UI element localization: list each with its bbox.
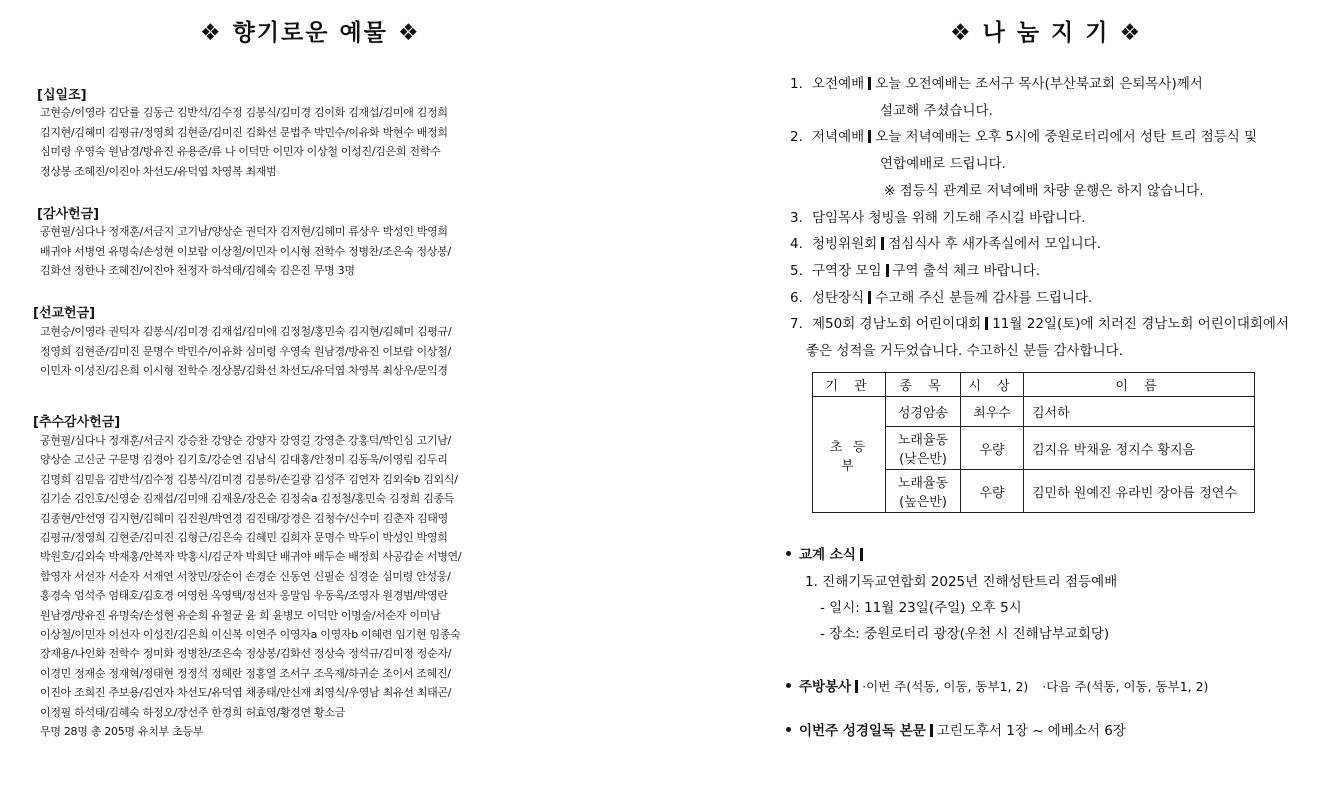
name-line: 김지현/김혜미 김평규/정영희 김현준/김미진 김화선 문법주 박민수/이유화 박현수 배정희 <box>40 125 448 139</box>
notice-label: 구역장 모임 <box>812 262 882 279</box>
award-cell: 우량 <box>961 470 1024 513</box>
event-cell: 성경암송 <box>886 397 961 427</box>
bible-reading-text: 고린도후서 1장 ~ 에베소서 6장 <box>936 723 1126 739</box>
name-line: 박원호/김외숙 박재홍/안복자 박홍시/김군자 박희단 배귀야 배두순 배정희 사공갑순 서병연/ <box>40 550 462 564</box>
name-line: 양상순 고신군 구문명 김경아 김기호/강순연 김남식 김대홍/안정미 김동욱/이영림 김두리 <box>40 453 448 467</box>
separator-bar <box>868 291 871 304</box>
bible-reading-heading: 이번주 성경일독 본문 <box>799 723 926 739</box>
notice-label: 오전예배 <box>812 76 865 92</box>
name-line: 이진아 조희진 주보용/김연자 차선도/유덕엽 채종태/안신재 최영식/우영남 최유선 최태곤/ <box>40 686 452 700</box>
thanks-offering-names <box>40 222 451 281</box>
name-line: 김종현/안선영 김지현/김혜미 김진원/박연경 김진태/강경은 김청수/신수미 김춘자 김태영 <box>40 511 448 525</box>
notice-label: 청빙위원회 <box>812 236 878 253</box>
notice-item-6: 6. 성탄장식 수고해 주신 분들께 감사를 드립니다. <box>790 289 1093 306</box>
name-line: 심미령 우영숙 원남경/방유진 유용준/류 나 이덕만 이민자 이상철 이성진/김은희 전학수 <box>40 145 441 158</box>
notice-label: 저녁예배 <box>812 129 865 146</box>
award-cell: 최우수 <box>961 397 1024 427</box>
bullet-icon <box>786 683 791 688</box>
name-line: 이정필 하석태/김혜숙 하정오/장선주 한경희 허효영/황경연 황소금 <box>40 705 346 719</box>
name-line: 공현필/심다나 정재훈/서금지 고기남/양상순 권덕자 김지현/김혜미 류상우 박성인 박영희 <box>40 225 448 238</box>
header-award: 시 상 <box>961 373 1024 397</box>
harvest-offering-names <box>40 431 461 742</box>
separator-bar <box>930 724 933 737</box>
names-cell: 김서하 <box>1024 397 1255 427</box>
harvest-offering-heading: [추수감사헌금] <box>33 415 121 430</box>
separator-bar <box>985 317 988 330</box>
notice-label: 성탄장식 <box>812 289 865 306</box>
kitchen-this-week: ·이번 주(석동, 이동, 동부1, 2) <box>862 679 1029 694</box>
event-cell: 노래율동 (낮은반) <box>886 427 961 470</box>
name-line: 함영자 서선자 서순자 서재연 서창민/장순이 손경순 신동연 신필순 심경순 심미령 안성웅/ <box>40 569 451 583</box>
notice-item-7: 7. 제50회 경남노회 어린이대회 11월 22일(토)에 치러진 경남노회 어린이대회에서 <box>790 316 1290 333</box>
notice-item-5: 5. 구역장 모임 구역 출석 체크 바랍니다. <box>790 262 1041 279</box>
notice-note: ※ 점등식 관계로 저녁예배 차량 운행은 하지 않습니다. <box>884 182 1204 199</box>
header-names: 이 름 <box>1024 373 1255 397</box>
notice-item-4: 4. 청빙위원회 점심식사 후 새가족실에서 모입니다. <box>790 236 1101 253</box>
bible-reading-line <box>786 719 1126 739</box>
notice-item-1: 1. 오전예배 오늘 오전예배는 조서구 목사(부산북교회 은퇴목사)께서 <box>790 76 1203 92</box>
notice-continuation: 설교해 주셨습니다. <box>880 102 993 119</box>
name-line: 원남경/방유진 유명숙/손성현 유순희 유철균 윤 희 윤병모 이덕만 이명술/서순자 이미남 <box>40 608 441 622</box>
notice-label: 제50회 경남노회 어린이대회 <box>812 316 982 333</box>
name-line: 김명희 김믿음 김반석/김수정 김봉식/김미경 김봉하/손길광 김성주 김연자 김외숙b 김외식/ <box>40 472 458 486</box>
name-line: 이민자 이성진/김은희 이시형 전학수 정상봉/김화선 차선도/유덕엽 차영복 최상우/문익경 <box>40 364 448 377</box>
announcements-title: ❖나눔지기❖ <box>950 20 1153 46</box>
notice-item-3: 3. 담임목사 청빙을 위해 기도해 주시길 바랍니다. <box>790 209 1086 226</box>
names-cell: 김민하 원예진 유라빈 장아름 정연수 <box>1024 470 1255 513</box>
header-org: 기 관 <box>813 373 886 397</box>
church-news-item: 1. 진해기독교연합회 2025년 진해성탄트리 점등예배 <box>805 574 1118 590</box>
name-line: 공현필/심다나 정재훈/서금지 강승찬 강양순 강양자 강영길 강영춘 강홍덕/박인심 고기남/ <box>40 434 451 447</box>
separator-bar <box>868 77 871 90</box>
award-cell: 우량 <box>961 427 1024 470</box>
kitchen-next-week: ·다음 주(석동, 이동, 동부1, 2) <box>1042 679 1209 694</box>
mission-offering-heading: [선교헌금] <box>33 306 96 321</box>
bullet-icon <box>786 551 791 556</box>
name-line: 김기순 김인호/신영순 김재섭/김미애 김재운/장은순 김정숙a 김정철/홍민숙 김정희 김종득 <box>40 492 455 506</box>
separator-bar <box>868 130 871 143</box>
separator-bar <box>881 237 884 250</box>
awards-header-row <box>813 373 1255 397</box>
tithe-names <box>40 103 448 181</box>
notice-continuation: 연합예배로 드립니다. <box>880 156 1006 173</box>
name-line: 이경민 정재순 정재혁/정태현 정정석 정혜란 정홍열 조서구 조옥재/하귀순 조이서 조혜진/ <box>40 666 451 680</box>
event-cell: 노래율동 (높은반) <box>886 470 961 513</box>
name-line: 정상봉 조혜진/이진아 차선도/유덕엽 차영복 최재범 <box>40 164 277 178</box>
offerings-title: ❖ 향기로운 예물 ❖ <box>200 20 421 46</box>
church-news-heading: 교계 소식 <box>799 547 856 563</box>
separator-bar <box>886 264 889 277</box>
name-line: 이상철/이민자 이선자 이성진/김은희 이신복 이연주 이영자a 이영자b 이혜련 임기현 임종숙 <box>40 628 461 642</box>
name-line: 김화선 정한나 조혜진/이진아 천정자 하석태/김혜숙 김은진 무명 3명 <box>40 264 355 277</box>
name-line: 홍경숙 엄석주 엄태호/김호경 여영헌 옥영택/정선자 옹말임 우동옥/조영자 원경범/박영란 <box>40 589 448 603</box>
notice-item-2: 2. 저녁예배 오늘 저녁예배는 오후 5시에 중원로터리에서 성탄 트리 점등식 및 <box>790 129 1258 146</box>
name-line: 장재용/나인화 전학수 정미화 정병찬/조은숙 정상봉/김화선 정상숙 정석규/김미정 정순자/ <box>40 647 452 661</box>
name-line: 무명 28명 총 205명 유치부 초등부 <box>40 725 204 739</box>
header-event: 종 목 <box>886 373 961 397</box>
name-line: 고현승/이영라 권덕자 김봉식/김미경 김재섭/김미애 김정철/홍민숙 김지현/김혜미 김평규/ <box>40 325 452 338</box>
church-news-heading-line <box>786 543 867 563</box>
separator-bar <box>860 548 863 561</box>
names-cell: 김지유 박채윤 정지수 황지음 <box>1024 427 1255 470</box>
name-line: 고현승/이영라 김단률 김동근 김반석/김수정 김봉식/김미경 김이화 김재섭/김미애 김정희 <box>40 106 448 119</box>
mission-offering-names <box>40 322 451 381</box>
separator-bar <box>855 680 858 693</box>
church-news-date: - 일시: 11월 23일(주일) 오후 5시 <box>820 600 1022 616</box>
notice-list <box>790 71 1330 365</box>
org-cell: 초 등 부 <box>813 397 886 513</box>
thanks-offering-heading: [감사헌금] <box>37 207 100 222</box>
notice-continuation: 좋은 성적을 거두었습니다. 수고하신 분들 감사합니다. <box>806 343 1123 360</box>
name-line: 정영희 김현준/김미진 문명수 박민수/이유화 심미령 우영숙 원남경/방유진 이보람 이상철/ <box>40 344 451 358</box>
awards-table <box>812 372 1255 513</box>
tithe-heading: [십일조] <box>37 88 87 103</box>
table-row <box>813 397 1255 427</box>
kitchen-line <box>786 675 1208 695</box>
kitchen-heading: 주방봉사 <box>799 679 852 695</box>
name-line: 배귀야 서병연 유명숙/손성현 이보람 이상철/이민자 이시형 전학수 정병찬/조은숙 정상봉/ <box>40 244 451 258</box>
church-news-place: - 장소: 중원로터리 광장(우천 시 진해남부교회당) <box>820 626 1110 642</box>
bullet-icon <box>786 727 791 732</box>
name-line: 김평규/정영희 김현준/김미진 김형근/김은숙 김혜민 김희자 문명수 박두이 박성인 박영희 <box>40 531 448 545</box>
